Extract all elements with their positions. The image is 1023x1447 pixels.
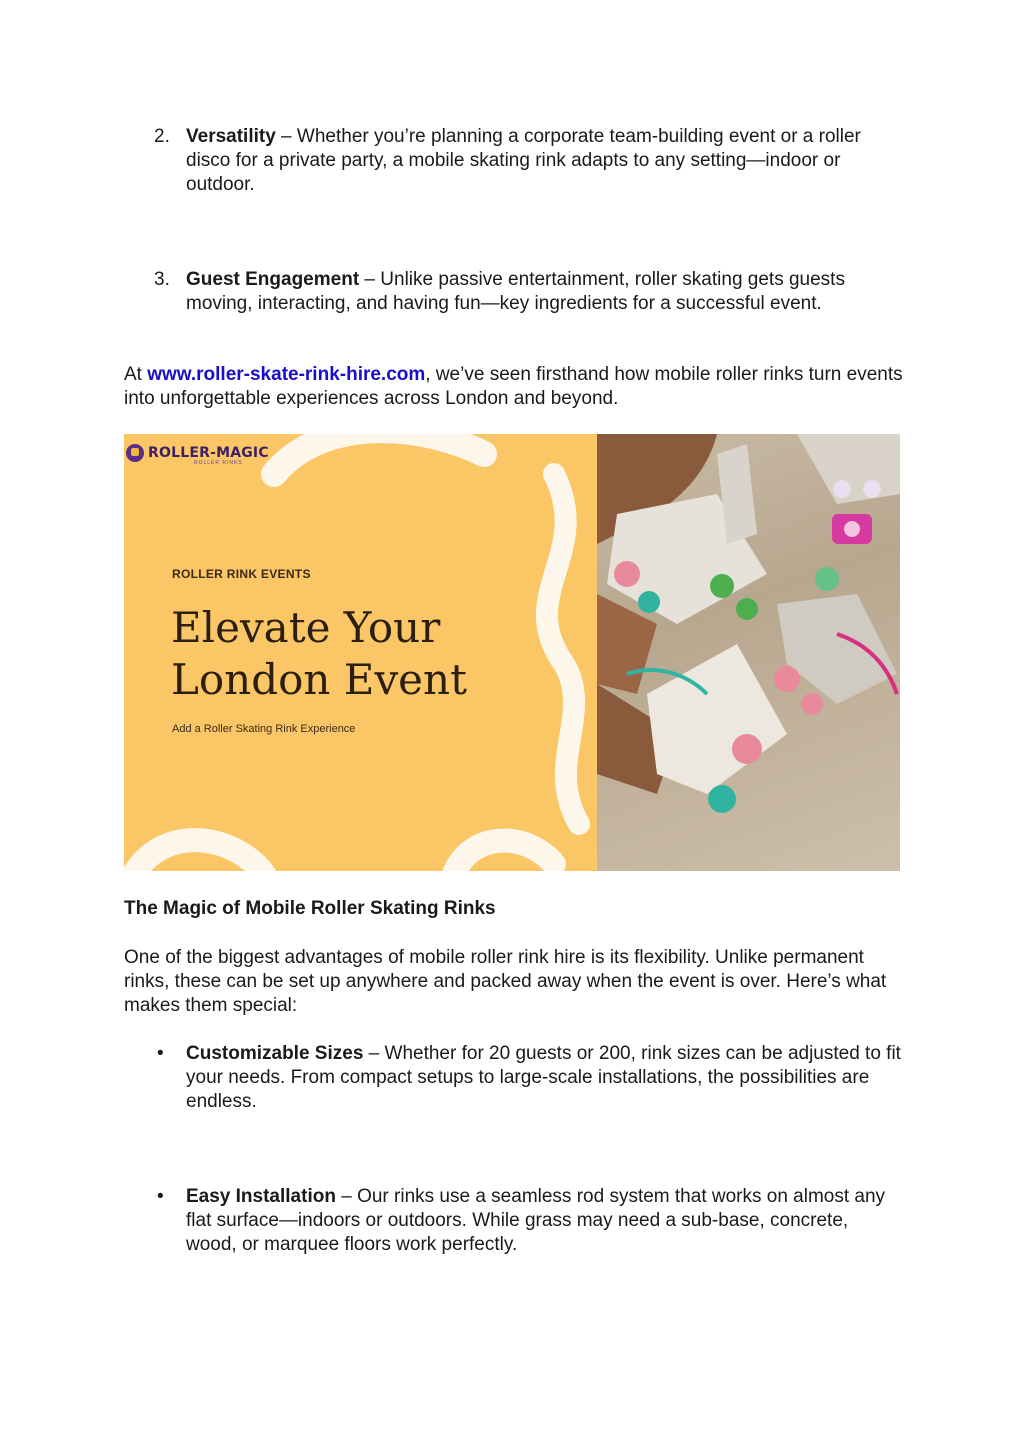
banner-title-line-1: Elevate Your — [171, 603, 441, 652]
bullet-item-body — [186, 1042, 904, 1114]
list-item-term: Guest Engagement — [186, 269, 360, 290]
banner-promo-panel — [124, 434, 597, 871]
bullet-item-text: – Our rinks use a seamless rod system that works on almost any flat surface—indoors or outdoors. While grass may need a sub-base, concrete, wood, or marquee floors work perfectly. — [186, 1186, 886, 1255]
website-link[interactable]: www.roller-skate-rink-hire.com — [147, 364, 426, 385]
bullet-marker: • — [157, 1043, 164, 1064]
bullet-item-term: Customizable Sizes — [186, 1043, 364, 1064]
logo-text: ROLLER-MAGIC — [148, 445, 269, 461]
bullet-marker: • — [157, 1186, 164, 1207]
bullet-item-text: – Whether for 20 guests or 200, rink sizes can be adjusted to fit your needs. From compact setups to large-scale installations, the possibilities are endless. — [186, 1043, 901, 1112]
section-heading: The Magic of Mobile Roller Skating Rinks — [124, 898, 496, 919]
list-number: 2. — [154, 126, 170, 147]
intro-suffix: , we’ve seen firsthand how mobile roller rinks turn events into unforgettable experiences across London and beyond. — [124, 364, 903, 409]
list-item-body — [186, 268, 904, 316]
logo-subtext: ROLLER RINKS — [194, 460, 243, 466]
bullet-item-customizable-sizes — [124, 1042, 904, 1114]
intro-paragraph — [124, 363, 904, 411]
banner-subtitle: Add a Roller Skating Rink Experience — [172, 723, 356, 735]
banner-title — [171, 602, 467, 706]
banner-eyebrow: ROLLER RINK EVENTS — [172, 567, 311, 581]
list-item-text: – Whether you’re planning a corporate team-building event or a roller disco for a private party, a mobile skating rink adapts to any setting—indoor or outdoor. — [186, 126, 861, 195]
intro-prefix: At — [124, 364, 148, 385]
list-item-text: – Unlike passive entertainment, roller skating gets guests moving, interacting, and having fun—key ingredients for a successful event. — [186, 269, 845, 314]
list-item-body — [186, 125, 904, 197]
roller-skates-illustration — [597, 434, 900, 871]
list-item-versatility — [124, 125, 904, 197]
section-paragraph: One of the biggest advantages of mobile roller rink hire is its flexibility. Unlike permanent rinks, these can be set up anywhere and packed away when the event is over. Here’s what makes them special: — [124, 947, 887, 1016]
bullet-item-easy-installation — [124, 1185, 904, 1257]
list-number: 3. — [154, 269, 170, 290]
bullet-item-term: Easy Installation — [186, 1186, 336, 1207]
roller-skates-photo — [597, 434, 900, 871]
skate-logo-icon — [126, 444, 144, 462]
event-banner-image — [124, 434, 900, 871]
bullet-item-body — [186, 1185, 904, 1257]
banner-title-line-2: London Event — [171, 655, 467, 704]
list-item-guest-engagement — [124, 268, 904, 316]
list-item-term: Versatility — [186, 126, 276, 147]
